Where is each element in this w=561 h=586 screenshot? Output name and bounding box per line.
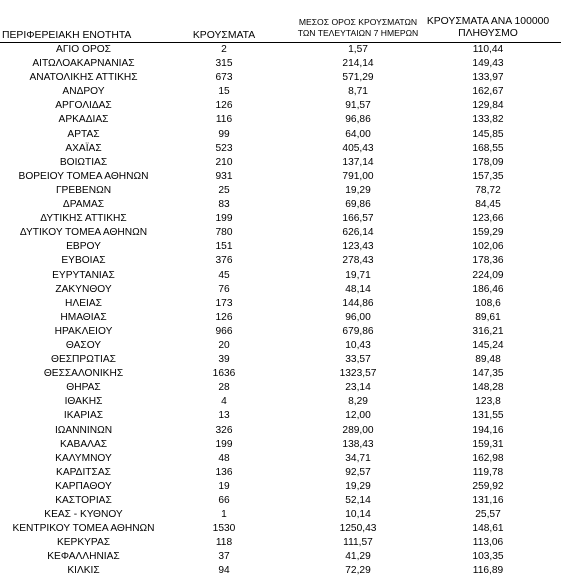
cell-cases: 76 [218,283,230,295]
cell-per100k: 147,35 [472,368,504,380]
cell-per100k: 133,82 [472,114,504,126]
header-avg7-line1: ΜΕΣΟΣ ΟΡΟΣ ΚΡΟΥΣΜΑΤΩΝ [298,17,418,27]
cell-avg7: 41,29 [345,551,371,563]
cell-cases: 1636 [212,368,236,380]
cell-per100k: 113,06 [472,537,504,549]
cell-cases: 1 [221,509,227,521]
table-row [0,367,561,381]
table-row [0,240,561,254]
cell-region: ΚΑΡΠΑΘΟΥ [55,480,112,492]
table-row [0,297,561,311]
cell-per100k: 116,89 [472,565,504,577]
cell-per100k: 178,36 [472,255,504,267]
cell-per100k: 25,57 [475,509,501,521]
cell-avg7: 92,57 [345,466,371,478]
table-row [0,226,561,240]
cell-per100k: 186,46 [472,283,504,295]
table-row [0,564,561,578]
cell-region: ΑΡΓΟΛΙΔΑΣ [55,100,112,112]
cell-cases: 326 [215,424,233,436]
cell-region: ΒΟΡΕΙΟΥ ΤΟΜΕΑ ΑΘΗΝΩΝ [18,170,149,182]
cell-cases: 173 [215,297,233,309]
cell-avg7: 72,29 [345,565,371,577]
cell-region: ΔΡΑΜΑΣ [62,199,105,211]
cell-region: ΑΝΔΡΟΥ [62,86,105,98]
table-row [0,156,561,170]
cell-region: ΚΕΡΚΥΡΑΣ [56,537,111,549]
cell-per100k: 224,09 [472,269,504,281]
cell-region: ΙΘΑΚΗΣ [64,396,103,408]
cell-cases: 37 [218,551,230,563]
cell-per100k: 316,21 [472,325,504,337]
cell-region: ΚΕΝΤΡΙΚΟΥ ΤΟΜΕΑ ΑΘΗΝΩΝ [12,523,155,535]
table-row [0,198,561,212]
cell-cases: 673 [215,72,233,84]
cell-region: ΚΕΦΑΛΛΗΝΙΑΣ [47,551,120,563]
table-row [0,536,561,550]
cell-cases: 66 [218,495,230,506]
cell-per100k: 103,35 [472,551,504,563]
cell-avg7: 10,43 [345,339,371,351]
cell-avg7: 34,71 [345,452,371,464]
cell-cases: 39 [218,354,230,366]
table-row [0,128,561,142]
cell-cases: 116 [215,114,233,126]
cell-per100k: 123,66 [472,213,504,225]
table-row [0,438,561,452]
cell-cases: 25 [218,184,230,196]
cell-cases: 4 [221,396,227,408]
cell-region: ΚΙΛΚΙΣ [67,565,100,577]
cell-region: ΚΑΣΤΟΡΙΑΣ [55,495,112,506]
table-row [0,71,561,85]
cell-avg7: 144,86 [342,297,374,309]
cell-cases: 523 [215,142,233,154]
cell-avg7: 19,71 [345,269,371,281]
cell-avg7: 1,57 [348,44,368,55]
table-row [0,381,561,395]
cell-region: ΑΧΑΪΑΣ [65,142,102,154]
cell-cases: 2 [221,44,227,55]
cell-region: ΖΑΚΥΝΘΟΥ [55,283,112,295]
cell-region: ΗΛΕΙΑΣ [65,297,102,309]
cell-per100k: 162,67 [472,86,504,98]
cell-avg7: 791,00 [342,170,374,182]
cell-region: ΓΡΕΒΕΝΩΝ [55,184,112,196]
cell-per100k: 84,45 [475,199,501,211]
cell-cases: 199 [215,213,233,225]
cell-region: ΕΒΡΟΥ [66,241,101,253]
cell-per100k: 159,31 [472,438,504,450]
cell-avg7: 8,29 [348,396,368,408]
cell-cases: 126 [215,311,233,323]
cell-per100k: 259,92 [472,480,504,492]
cell-cases: 13 [218,410,230,422]
table-row [0,325,561,339]
table-row [0,353,561,367]
cell-per100k: 131,16 [472,495,504,506]
cell-cases: 1530 [212,523,236,535]
table-row [0,452,561,466]
cell-per100k: 145,24 [472,339,504,351]
cell-per100k: 102,06 [472,241,504,253]
cell-region: ΑΓΙΟ ΟΡΟΣ [56,44,111,55]
cell-avg7: 111,57 [343,537,373,549]
cell-per100k: 110,44 [472,44,504,55]
cell-cases: 780 [215,227,233,239]
cell-per100k: 162,98 [472,452,504,464]
cell-region: ΔΥΤΙΚΟΥ ΤΟΜΕΑ ΑΘΗΝΩΝ [19,227,148,239]
cell-cases: 83 [218,199,230,211]
cell-avg7: 91,57 [345,100,371,112]
cell-avg7: 52,14 [345,495,371,506]
table-row [0,184,561,198]
table-body [0,43,561,579]
cell-cases: 99 [218,128,230,140]
cell-avg7: 1250,43 [339,523,377,535]
cell-avg7: 166,57 [342,213,374,225]
header-per100k-line1: ΚΡΟΥΣΜΑΤΑ ΑΝΑ 100000 [426,16,550,27]
cell-avg7: 289,00 [342,424,374,436]
cell-avg7: 278,43 [342,255,374,267]
cell-region: ΕΥΒΟΙΑΣ [61,255,106,267]
cell-avg7: 19,29 [345,184,371,196]
cell-avg7: 48,14 [345,283,371,295]
table-row [0,113,561,127]
table-row [0,142,561,156]
cell-per100k: 78,72 [475,184,501,196]
cell-cases: 126 [215,100,233,112]
cell-cases: 48 [218,452,230,464]
header-avg7 [292,17,424,39]
table-row [0,424,561,438]
cell-cases: 966 [215,325,233,337]
cell-region: ΒΟΙΩΤΙΑΣ [59,156,108,168]
cell-region: ΑΙΤΩΛΟΑΚΑΡΝΑΝΙΑΣ [32,58,135,70]
cell-per100k: 178,09 [472,156,504,168]
header-region: ΠΕΡΙΦΕΡΕΙΑΚΗ ΕΝΟΤΗΤΑ [2,30,132,41]
cell-avg7: 96,00 [345,311,371,323]
cell-cases: 118 [215,537,233,549]
table-row [0,269,561,283]
cell-region: ΚΑΛΥΜΝΟΥ [55,452,112,464]
table-row [0,283,561,297]
cell-region: ΑΝΑΤΟΛΙΚΗΣ ΑΤΤΙΚΗΣ [29,72,138,84]
cell-avg7: 19,29 [345,480,371,492]
cell-avg7: 214,14 [342,58,374,70]
cell-region: ΗΜΑΘΙΑΣ [60,311,107,323]
cell-avg7: 96,86 [345,114,371,126]
cell-per100k: 149,43 [472,58,504,70]
cell-region: ΙΚΑΡΙΑΣ [63,410,104,422]
cell-region: ΑΡΤΑΣ [67,128,100,140]
table-row [0,466,561,480]
cell-region: ΘΑΣΟΥ [65,339,102,351]
cell-avg7: 626,14 [342,227,374,239]
cell-per100k: 108,6 [475,297,501,309]
cell-avg7: 23,14 [345,382,371,394]
cell-avg7: 12,00 [345,410,371,422]
cell-region: ΚΕΑΣ - ΚΥΘΝΟΥ [44,509,123,521]
cell-region: ΘΕΣΣΑΛΟΝΙΚΗΣ [43,368,124,380]
table-row [0,85,561,99]
cell-cases: 210 [215,156,233,168]
table-row [0,494,561,508]
cell-avg7: 8,71 [348,86,368,98]
cell-avg7: 64,00 [345,128,371,140]
table-row [0,522,561,536]
cell-per100k: 89,61 [475,311,501,323]
cell-region: ΑΡΚΑΔΙΑΣ [58,114,109,126]
table-row [0,170,561,184]
table-row [0,57,561,71]
cell-avg7: 33,57 [345,354,371,366]
cell-cases: 136 [215,466,233,478]
table-row [0,43,561,57]
cell-cases: 199 [215,438,233,450]
cell-region: ΙΩΑΝΝΙΝΩΝ [54,424,113,436]
cell-avg7: 137,14 [342,156,374,168]
table-row [0,311,561,325]
cell-region: ΚΑΡΔΙΤΣΑΣ [56,466,111,478]
table-row [0,254,561,268]
cell-avg7: 138,43 [342,438,374,450]
cell-per100k: 148,61 [472,523,504,535]
cell-avg7: 123,43 [342,241,374,253]
cell-cases: 376 [215,255,233,267]
table-row [0,508,561,522]
table-row [0,339,561,353]
cell-region: ΔΥΤΙΚΗΣ ΑΤΤΙΚΗΣ [40,213,127,225]
cell-cases: 19 [218,480,230,492]
header-cases: ΚΡΟΥΣΜΑΤΑ [192,30,256,41]
cell-cases: 151 [215,241,233,253]
cell-cases: 28 [218,382,230,394]
table-row [0,480,561,494]
cell-cases: 931 [215,170,233,182]
cell-avg7: 679,86 [342,325,374,337]
cell-per100k: 159,29 [472,227,504,239]
cell-cases: 45 [218,269,230,281]
table-row [0,550,561,564]
cell-per100k: 133,97 [472,72,504,84]
cell-region: ΚΑΒΑΛΑΣ [59,438,108,450]
cell-avg7: 10,14 [345,509,371,521]
cell-per100k: 145,85 [472,128,504,140]
cell-per100k: 168,55 [472,142,504,154]
cell-cases: 20 [218,339,230,351]
cell-per100k: 194,16 [472,424,504,436]
cell-per100k: 89,48 [475,354,501,366]
cell-per100k: 157,35 [472,170,504,182]
cell-per100k: 148,28 [472,382,504,394]
cell-per100k: 123,8 [475,396,501,408]
cell-cases: 94 [218,565,230,577]
cell-region: ΘΕΣΠΡΩΤΙΑΣ [51,354,116,366]
table-row [0,409,561,423]
cell-cases: 315 [215,58,233,70]
cell-per100k: 129,84 [472,100,504,112]
cell-cases: 15 [218,86,230,98]
cell-avg7: 1323,57 [339,368,377,380]
cell-region: ΗΡΑΚΛΕΙΟΥ [54,325,113,337]
cell-per100k: 131,55 [472,410,504,422]
table-row [0,395,561,409]
header-avg7-line2: ΤΩΝ ΤΕΛΕΥΤΑΙΩΝ 7 ΗΜΕΡΩΝ [297,28,419,38]
cell-region: ΕΥΡΥΤΑΝΙΑΣ [52,269,115,281]
cell-per100k: 119,78 [472,466,504,478]
cell-avg7: 405,43 [342,142,374,154]
cell-avg7: 571,29 [342,72,374,84]
cell-region: ΘΗΡΑΣ [66,382,101,394]
cell-avg7: 69,86 [345,199,371,211]
header-per100k-line2: ΠΛΗΘΥΣΜΟ [458,28,518,39]
table-row [0,212,561,226]
table-row [0,99,561,113]
header-per100k [424,16,552,40]
